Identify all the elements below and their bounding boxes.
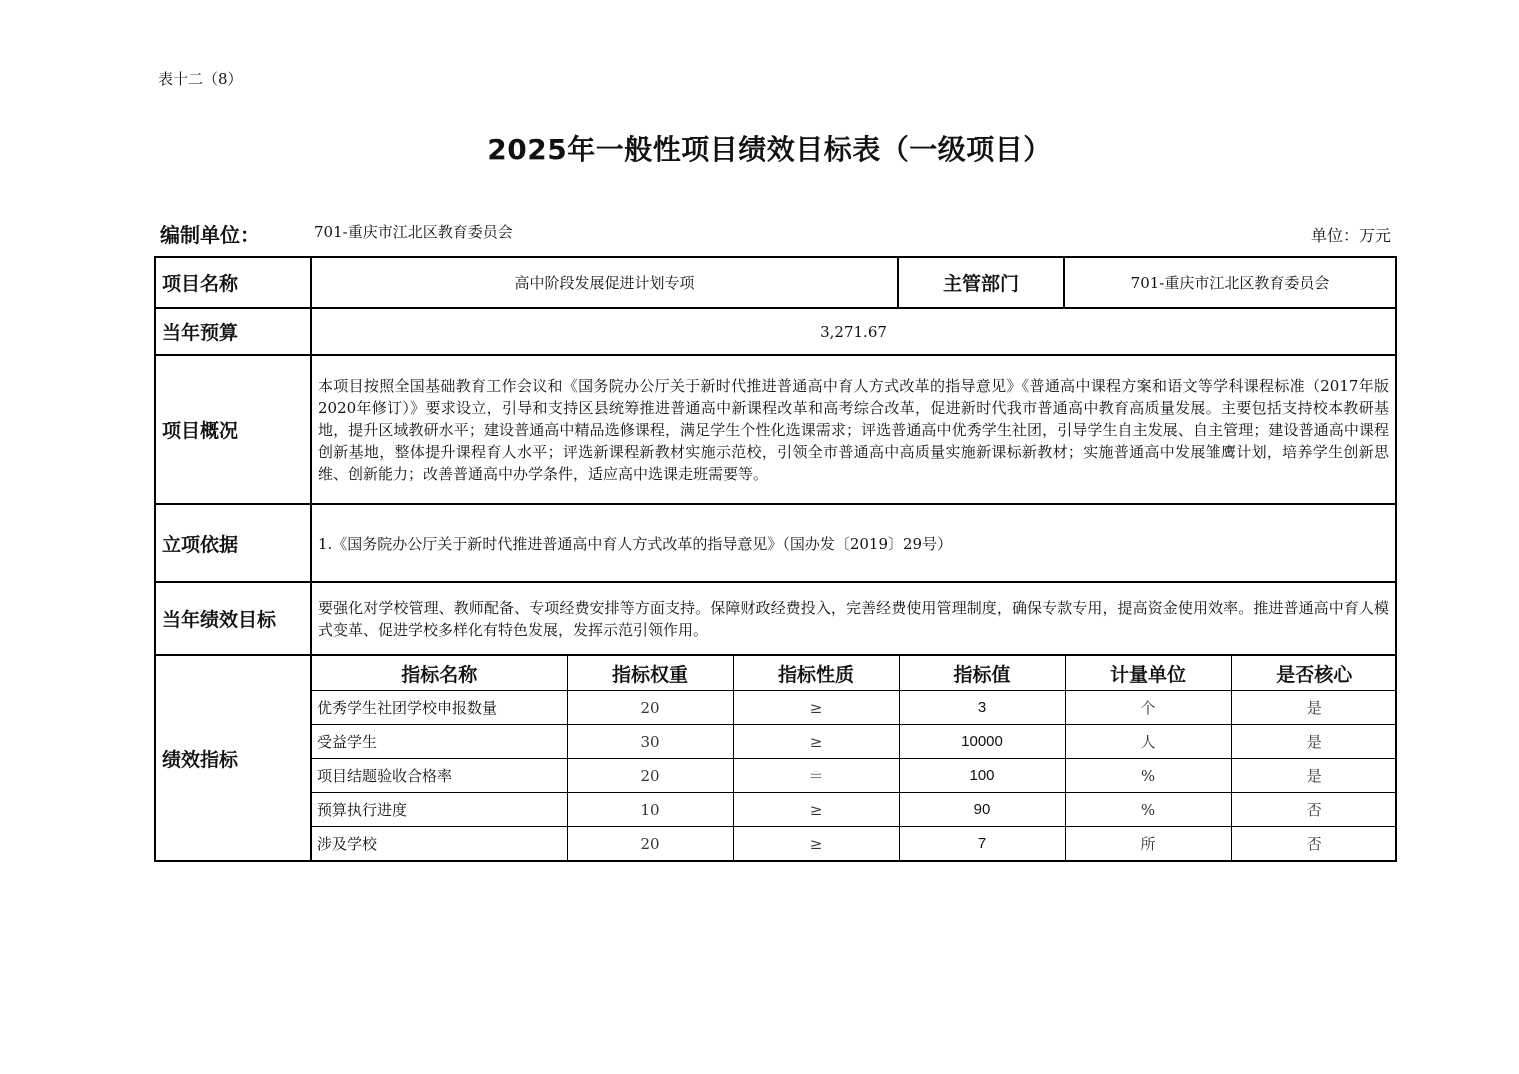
indicator-weight: 30 [567,725,733,759]
indicator-nature: ≥ [733,827,899,861]
header-weight: 指标权重 [567,656,733,691]
header-nature: 指标性质 [733,656,899,691]
indicator-nature: ≥ [733,725,899,759]
basis-label: 立项依据 [155,504,311,582]
indicator-value: 90 [899,793,1065,827]
indicator-unit: 个 [1065,691,1231,725]
indicator-nature: ≥ [733,793,899,827]
indicators-header-row [312,656,1397,691]
dept-label: 主管部门 [898,257,1064,308]
indicator-unit: % [1065,759,1231,793]
indicators-table [312,656,1397,860]
indicator-nature: ＝ [733,759,899,793]
project-name-label: 项目名称 [155,257,311,308]
table-row [312,725,1397,759]
indicator-name: 项目结题验收合格率 [312,759,567,793]
indicator-name: 受益学生 [312,725,567,759]
indicator-unit: 所 [1065,827,1231,861]
budget-label: 当年预算 [155,308,311,355]
indicator-core: 是 [1231,691,1397,725]
header-indicator-name: 指标名称 [312,656,567,691]
goal-label: 当年绩效目标 [155,582,311,655]
budget-value: 3,271.67 [311,308,1396,355]
indicator-weight: 20 [567,691,733,725]
performance-table [154,256,1397,862]
indicator-weight: 10 [567,793,733,827]
indicator-value: 3 [899,691,1065,725]
indicator-core: 是 [1231,725,1397,759]
indicators-label: 绩效指标 [155,655,311,861]
indicator-name: 涉及学校 [312,827,567,861]
indicator-value: 10000 [899,725,1065,759]
indicator-unit: 人 [1065,725,1231,759]
overview-text: 本项目按照全国基础教育工作会议和《国务院办公厅关于新时代推进普通高中育人方式改革的指导意见》《普通高中课程方案和语文等学科课程标准（2017年版2020年修订）》要求设立，引导和支持区县统筹推进普通高中新课程改革和高考综合改革，促进新时代我市普通高中教育高质量发展。主要包括支持校本教研基地，提升区域教研水平；建设普通高中精品选修课程，满足学生个性化选课需求；评选普通高中优秀学生社团，引导学生自主发展、自主管理；建设普通高中课程创新基地，整体提升课程育人水平；评选新课程新教材实施示范校，引领全市普通高中高质量实施新课标新教材；实施普通高中发展雏鹰计划，培养学生创新思维、创新能力；改善普通高中办学条件，适应高中选课走班需要等。 [311,355,1396,504]
overview-label: 项目概况 [155,355,311,504]
project-name-value: 高中阶段发展促进计划专项 [311,257,898,308]
indicator-weight: 20 [567,827,733,861]
indicator-core: 是 [1231,759,1397,793]
indicator-core: 否 [1231,793,1397,827]
header-value: 指标值 [899,656,1065,691]
page-title: 2025年一般性项目绩效目标表（一级项目） [487,133,1052,166]
basis-text: 1.《国务院办公厅关于新时代推进普通高中育人方式改革的指导意见》（国办发〔2019〕29号） [311,504,1396,582]
indicator-unit: % [1065,793,1231,827]
table-number: 表十二（8） [158,70,243,88]
table-row [312,827,1397,861]
table-row [312,793,1397,827]
indicator-value: 100 [899,759,1065,793]
dept-value: 701-重庆市江北区教育委员会 [1064,257,1396,308]
table-row [312,759,1397,793]
indicator-name: 预算执行进度 [312,793,567,827]
unit-label: 单位：万元 [1310,226,1391,245]
indicator-name: 优秀学生社团学校申报数量 [312,691,567,725]
indicator-core: 否 [1231,827,1397,861]
indicator-weight: 20 [567,759,733,793]
table-row [312,691,1397,725]
header-unit: 计量单位 [1065,656,1231,691]
org-label: 编制单位： [160,223,260,247]
header-core: 是否核心 [1231,656,1397,691]
goal-text: 要强化对学校管理、教师配备、专项经费安排等方面支持。保障财政经费投入，完善经费使用管理制度，确保专款专用，提高资金使用效率。推进普通高中育人模式变革、促进学校多样化有特色发展，发挥示范引领作用。 [311,582,1396,655]
org-value: 701-重庆市江北区教育委员会 [314,223,513,241]
indicator-nature: ≥ [733,691,899,725]
indicator-value: 7 [899,827,1065,861]
